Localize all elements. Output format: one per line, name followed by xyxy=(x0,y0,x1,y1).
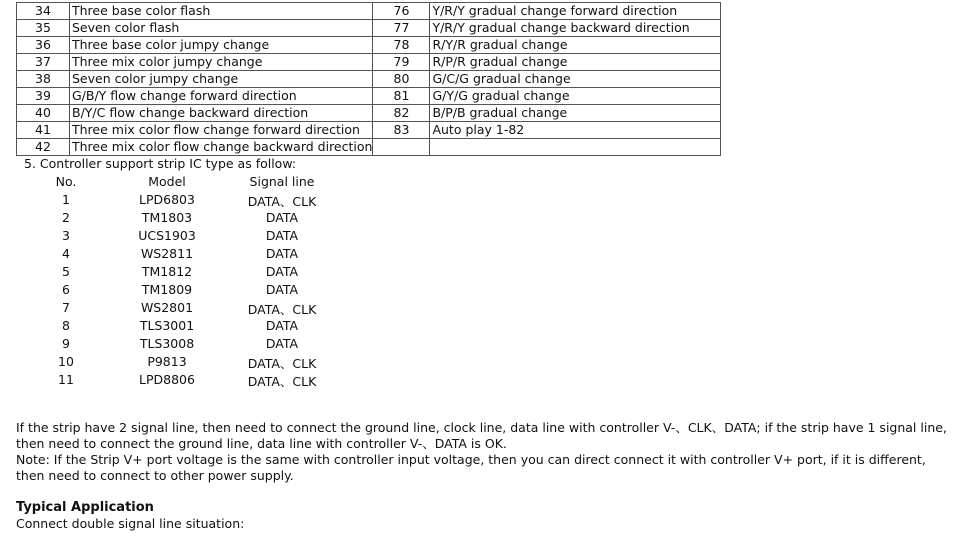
mode-number: 38 xyxy=(17,71,70,88)
mode-name: Three base color flash xyxy=(70,3,373,20)
ic-signal-line: DATA、CLK xyxy=(247,302,317,317)
mode-number: 77 xyxy=(373,20,430,37)
mode-name: B/Y/C flow change backward direction xyxy=(70,105,373,122)
note-paragraph: Note: If the Strip V+ port voltage is the same with controller input voltage, then you can direct connect it with controller V+ port, if it is different, then need to connect to other power supply. xyxy=(16,452,926,483)
mode-number: 79 xyxy=(373,54,430,71)
mode-number: 35 xyxy=(17,20,70,37)
mode-name: Seven color flash xyxy=(70,20,373,37)
ic-number: 7 xyxy=(62,300,70,315)
ic-signal-line: DATA xyxy=(265,264,299,279)
ic-model: LPD6803 xyxy=(139,192,195,207)
ic-signal-line: DATA、CLK xyxy=(247,356,317,371)
ic-signal-line: DATA xyxy=(265,228,299,243)
mode-name: R/Y/R gradual change xyxy=(430,37,721,54)
table-row xyxy=(17,88,721,105)
mode-name: G/Y/G gradual change xyxy=(430,88,721,105)
connection-paragraph: If the strip have 2 signal line, then need to connect the ground line, clock line, data line with controller V-、CLK、DATA; if the strip have 1 signal line, then need to connect the ground line, data line with controller V-、DATA is OK. xyxy=(16,420,947,451)
typical-application-heading: Typical Application xyxy=(16,500,154,515)
mode-name xyxy=(430,139,721,156)
ic-number: 2 xyxy=(62,210,70,225)
mode-number: 36 xyxy=(17,37,70,54)
ic-signal-line: DATA xyxy=(265,246,299,261)
mode-number: 40 xyxy=(17,105,70,122)
ic-number: 4 xyxy=(62,246,70,261)
table-row xyxy=(17,37,721,54)
table-row xyxy=(17,20,721,37)
ic-model: TM1812 xyxy=(141,264,193,279)
ic-number: 3 xyxy=(62,228,70,243)
mode-number: 34 xyxy=(17,3,70,20)
mode-number: 42 xyxy=(17,139,70,156)
mode-name: Auto play 1-82 xyxy=(430,122,721,139)
mode-number: 78 xyxy=(373,37,430,54)
typical-application-subtitle: Connect double signal line situation: xyxy=(16,516,245,531)
ic-number: 10 xyxy=(58,354,74,369)
ic-model: TM1803 xyxy=(141,210,193,225)
section-title: 5. Controller support strip IC type as follow: xyxy=(24,156,297,171)
mode-number: 39 xyxy=(17,88,70,105)
ic-model: TLS3001 xyxy=(139,318,195,333)
mode-name: Y/R/Y gradual change backward direction xyxy=(430,20,721,37)
mode-number xyxy=(373,139,430,156)
mode-name: B/P/B gradual change xyxy=(430,105,721,122)
ic-number: 8 xyxy=(62,318,70,333)
mode-name: Seven color jumpy change xyxy=(70,71,373,88)
ic-model: LPD8806 xyxy=(139,372,195,387)
header-signal-line: Signal line xyxy=(249,174,315,189)
ic-number: 9 xyxy=(62,336,70,351)
mode-name: G/C/G gradual change xyxy=(430,71,721,88)
ic-model: TLS3008 xyxy=(139,336,195,351)
mode-name: Three mix color flow change forward direction xyxy=(70,122,373,139)
ic-signal-line: DATA xyxy=(265,336,299,351)
table-row xyxy=(17,71,721,88)
mode-name: Three mix color flow change backward direction xyxy=(70,139,373,156)
table-row xyxy=(17,105,721,122)
ic-signal-line: DATA xyxy=(265,282,299,297)
ic-model: P9813 xyxy=(147,354,187,369)
ic-number: 11 xyxy=(58,372,74,387)
mode-table xyxy=(16,2,721,156)
ic-signal-line: DATA xyxy=(265,318,299,333)
mode-number: 41 xyxy=(17,122,70,139)
mode-name: Y/R/Y gradual change forward direction xyxy=(430,3,721,20)
table-row xyxy=(17,139,721,156)
mode-number: 80 xyxy=(373,71,430,88)
table-row xyxy=(17,3,721,20)
table-row xyxy=(17,54,721,71)
ic-signal-line: DATA xyxy=(265,210,299,225)
ic-number: 5 xyxy=(62,264,70,279)
table-row xyxy=(17,122,721,139)
ic-model: UCS1903 xyxy=(138,228,196,243)
mode-number: 83 xyxy=(373,122,430,139)
ic-signal-line: DATA、CLK xyxy=(247,194,317,209)
header-no: No. xyxy=(55,174,77,189)
mode-name: Three mix color jumpy change xyxy=(70,54,373,71)
mode-number: 76 xyxy=(373,3,430,20)
mode-name: R/P/R gradual change xyxy=(430,54,721,71)
ic-model: WS2801 xyxy=(140,300,194,315)
ic-model: TM1809 xyxy=(141,282,193,297)
ic-signal-line: DATA、CLK xyxy=(247,374,317,389)
mode-number: 81 xyxy=(373,88,430,105)
mode-number: 37 xyxy=(17,54,70,71)
ic-number: 1 xyxy=(62,192,70,207)
mode-name: Three base color jumpy change xyxy=(70,37,373,54)
mode-name: G/B/Y flow change forward direction xyxy=(70,88,373,105)
ic-number: 6 xyxy=(62,282,70,297)
mode-number: 82 xyxy=(373,105,430,122)
header-model: Model xyxy=(148,174,186,189)
ic-model: WS2811 xyxy=(140,246,194,261)
